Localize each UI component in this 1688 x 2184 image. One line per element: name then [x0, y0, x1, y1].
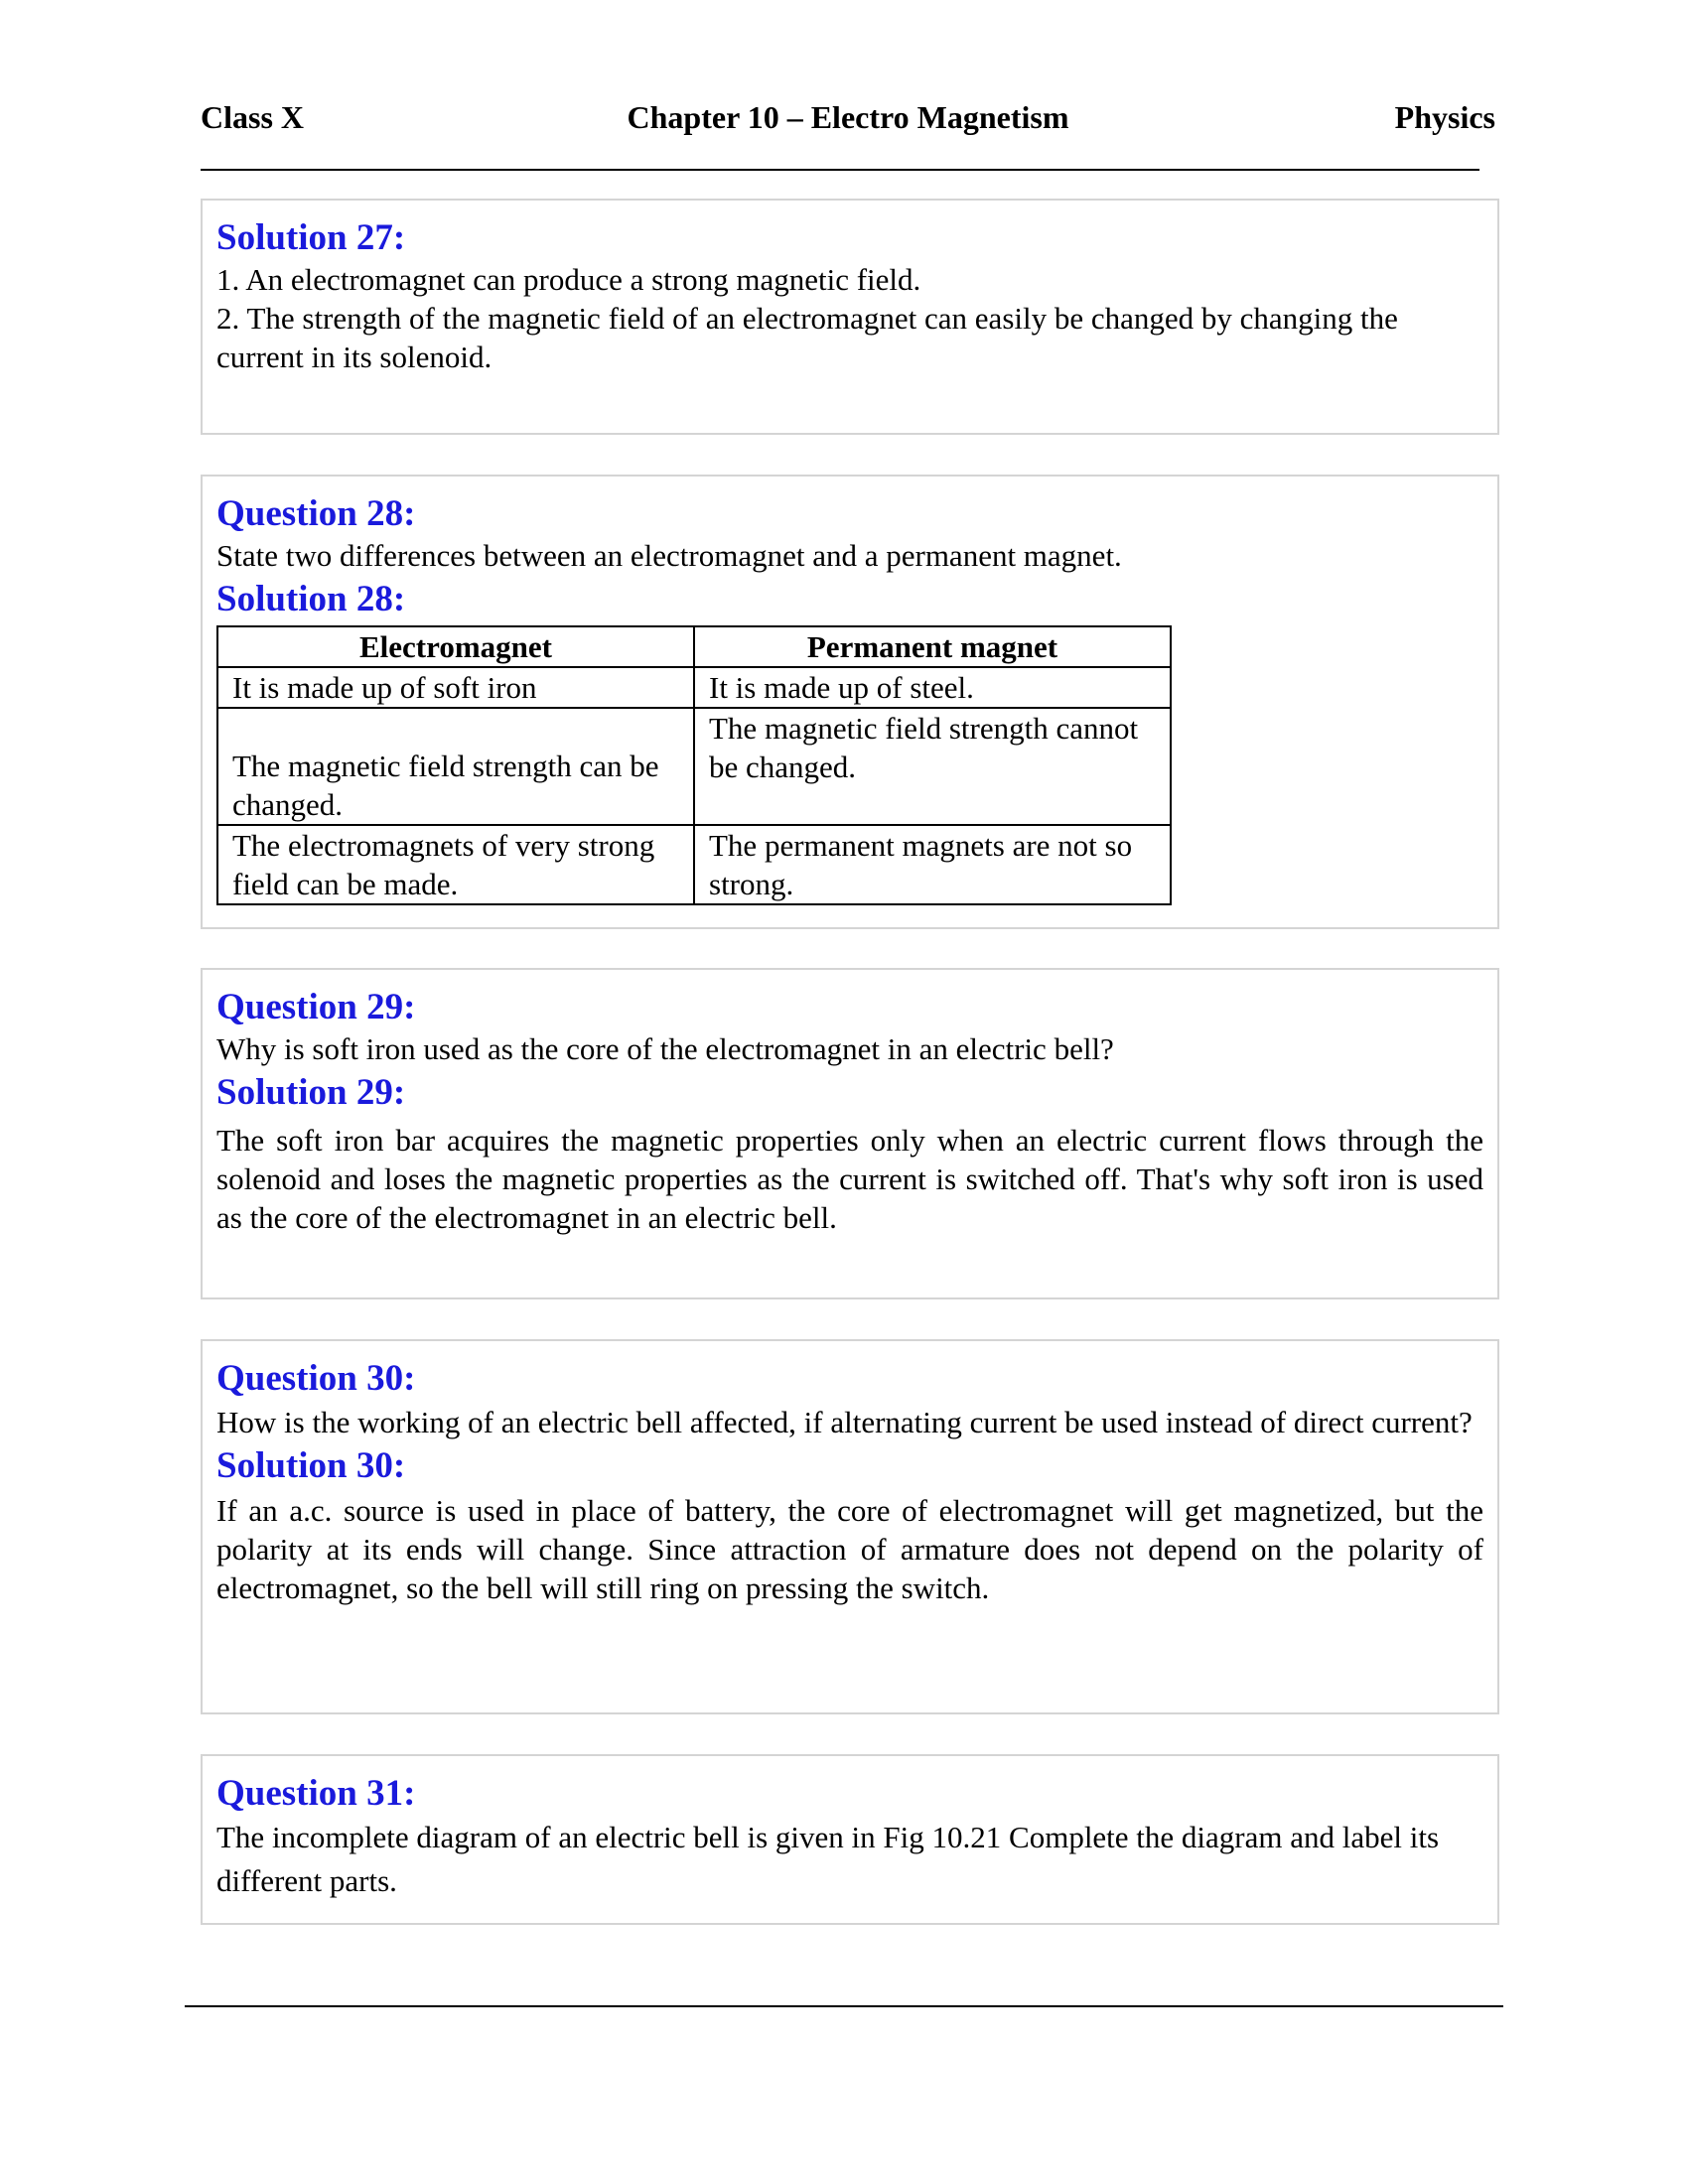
question-29-text: Why is soft iron used as the core of the electromagnet in an electric bell?: [216, 1031, 1114, 1066]
question-29-label: Question 29:: [216, 987, 416, 1027]
header-chapter-title: Chapter 10 – Electro Magnetism: [627, 99, 1069, 135]
question-28-box: [201, 475, 1499, 929]
solution-30-text: If an a.c. source is used in place of battery, the core of electromagnet will get magnetized, but the polarity at its ends will change. Since attraction of armature does not depend on the polarity of electromagnet, so the bell will still ring on pressing the switch.: [216, 1493, 1483, 1605]
question-31-text: The incomplete diagram of an electric bell is given in Fig 10.21 Complete the diagram and label its different parts.: [216, 1820, 1440, 1898]
table-row: [217, 667, 1171, 708]
table-cell: The magnetic field strength can be changed.: [217, 708, 694, 825]
question-28-text: State two differences between an electromagnet and a permanent magnet.: [216, 538, 1122, 573]
header-subject: Physics: [1394, 99, 1495, 135]
table-cell: It is made up of soft iron: [217, 667, 694, 708]
question-29-box: [201, 968, 1499, 1299]
solution-29-text: The soft iron bar acquires the magnetic properties only when an electric current flows through the solenoid and loses the magnetic properties as the current is switched off. That's why soft iron is used as the core of the electromagnet in an electric bell.: [216, 1123, 1483, 1235]
table-cell: The permanent magnets are not so strong.: [694, 825, 1171, 904]
question-30-label: Question 30:: [216, 1358, 416, 1399]
comparison-table: [216, 625, 1172, 905]
solution-27-point-1: 1. An electromagnet can produce a strong magnetic field.: [216, 262, 921, 297]
question-30-box: [201, 1339, 1499, 1714]
header-divider: [201, 169, 1479, 171]
solution-27-point-2: 2. The strength of the magnetic field of an electromagnet can easily be changed by changing the current in its solenoid.: [216, 301, 1398, 374]
solution-30-label: Solution 30:: [216, 1445, 406, 1486]
solution-27-box: [201, 199, 1499, 435]
header-class: Class X: [201, 99, 305, 135]
table-cell: The magnetic field strength cannot be changed.: [694, 708, 1171, 825]
page-header: [201, 99, 1495, 143]
table-header-row: [217, 626, 1171, 667]
question-30-text: How is the working of an electric bell affected, if alternating current be used instead of direct current?: [216, 1405, 1473, 1439]
table-header-electromagnet: Electromagnet: [217, 626, 694, 667]
table-row: [217, 825, 1171, 904]
question-31-label: Question 31:: [216, 1773, 416, 1814]
solution-27-label: Solution 27:: [216, 217, 406, 258]
table-cell: The electromagnets of very strong field can be made.: [217, 825, 694, 904]
solution-28-label: Solution 28:: [216, 579, 406, 619]
question-31-box: [201, 1754, 1499, 1925]
question-28-label: Question 28:: [216, 493, 416, 534]
solution-29-label: Solution 29:: [216, 1072, 406, 1113]
table-header-permanent-magnet: Permanent magnet: [694, 626, 1171, 667]
table-row: [217, 708, 1171, 825]
table-cell: It is made up of steel.: [694, 667, 1171, 708]
footer-divider: [185, 2005, 1503, 2007]
